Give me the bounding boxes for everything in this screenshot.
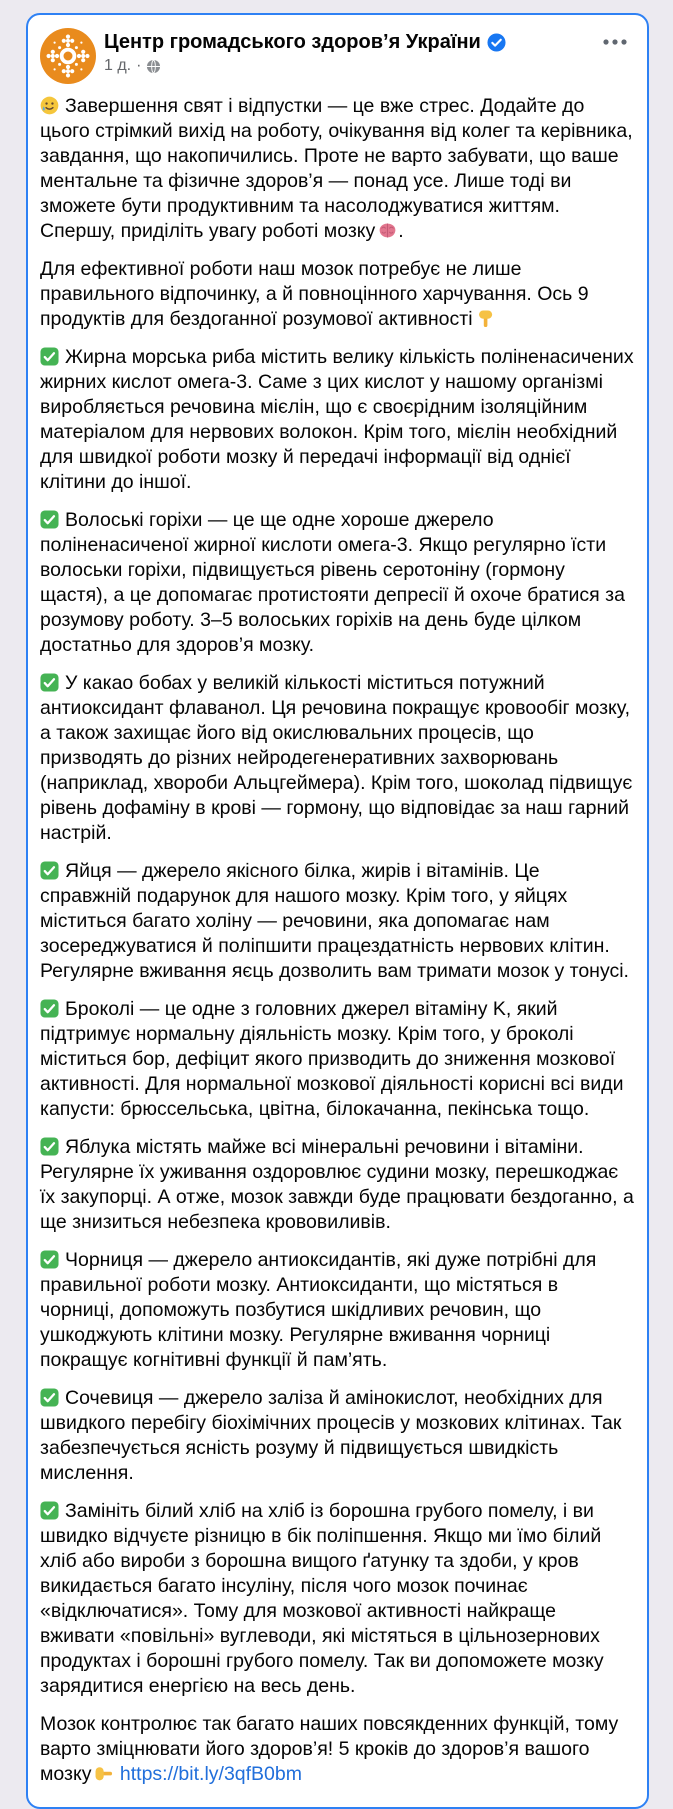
point-down-icon: [476, 309, 495, 328]
post-paragraph: [40, 257, 635, 332]
point-right-icon: [94, 1764, 113, 1783]
smiling-face-with-tear-icon: [40, 96, 59, 115]
post-paragraph: [40, 94, 635, 244]
paragraph-text: Жирна морська риба містить велику кількість поліненасичених жирних кислот омега-3. Саме з цих кислот у нашому організмі виробляється речовина мієлін, що є своєрідним ізоляційним матеріалом для нервових волокон. Крім того, мієлін необхідний для швидкої роботи мозку й передачі інформації від однієї клітини до іншої.: [40, 346, 634, 493]
post-paragraph: [40, 1248, 635, 1373]
meta-separator: ·: [136, 57, 142, 74]
check-icon: [40, 347, 59, 366]
post-header: [40, 28, 635, 84]
facebook-post-card: [26, 13, 649, 1809]
verified-badge-icon: [487, 33, 506, 52]
more-options-button[interactable]: [595, 28, 635, 56]
paragraph-text: Для ефективної роботи наш мозок потребує не лише правильного відпочинку, а й повноцінного харчування. Ось 9 продуктів для бездоганної розумової активності: [40, 258, 589, 330]
check-icon: [40, 1250, 59, 1269]
paragraph-text: У какао бобах у великій кількості міститься потужний антиоксидант флаванол. Ця речовина покращує кровообіг мозку, а також захищає його від окислювальних процесів, що призводять до різних нейродегенеративних захворювань (наприклад, хвороби Альцгеймера). Крім того, шоколад підвищує рівень дофаміну в крові — гормону, що відповідає за наш гарний настрій.: [40, 672, 633, 844]
paragraph-text: Яйця — джерело якісного білка, жирів і вітамінів. Це справжній подарунок для нашого мозку. Крім того, у яйцях міститься багато холіну — речовини, яка допомагає нам зосереджуватися й поліпшити працездатність нервових клітин. Регулярне вживання яєць дозволить вам тримати мозок у тонусі.: [40, 860, 629, 982]
post-body: [40, 94, 635, 1787]
paragraph-text: Броколі — це одне з головних джерел вітаміну K, який підтримує нормальну діяльність мозку. Крім того, у броколі міститься бор, дефіцит якого призводить до зниження мозкової активності. Для нормальної мозкової діяльності корисні всі види капусти: брюссельська, цвітна, білокачанна, пекінська тощо.: [40, 998, 624, 1120]
paragraph-text: Завершення свят і відпустки — це вже стрес. Додайте до цього стрімкий вихід на роботу, очікування від колег та керівника, завдання, що накопичились. Проте не варто забувати, що ваше ментальне та фізичне здоров’я — понад усе. Лише тоді ви зможете бути продуктивним та насолоджуватися життям. Спершу, приділіть увагу роботі мозку: [40, 95, 633, 242]
post-paragraph: [40, 1135, 635, 1235]
paragraph-text: Чорниця — джерело антиоксидантів, які дуже потрібні для правильної роботи мозку. Антиоксиданти, що містяться в чорниці, допоможуть позбутися шкідливих речовин, що ушкоджують клітини мозку. Регулярне вживання чорниці покращує когнітивні функції й пам’ять.: [40, 1249, 597, 1371]
post-link[interactable]: https://bit.ly/3qfB0bm: [119, 1763, 302, 1785]
globe-icon: [146, 59, 161, 74]
check-icon: [40, 510, 59, 529]
more-horizontal-icon: [601, 38, 629, 46]
paragraph-text: Замініть білий хліб на хліб із борошна грубого помелу, і ви швидко відчуєте різницю в бік поліпшення. Якщо ми їмо білий хліб або вироби з борошна вищого ґатунку та здоби, у кров викидається багато інсуліну, після чого мозок починає «відключатися». Тому для мозкової активності найкраще вживати «повільні» вуглеводи, які містяться в цільнозернових продуктах і борошні грубого помелу. Так ви допоможете мозку зарядитися енергією на весь день.: [40, 1500, 604, 1697]
header-text-block: [104, 28, 587, 75]
paragraph-text: Яблука містять майже всі мінеральні речовини і вітаміни. Регулярне їх уживання оздоровлює судини мозку, перешкоджає їх закупорці. А отже, мозок завжди буде працювати бездоганно, а ще знизиться небезпека крововиливів.: [40, 1136, 634, 1233]
paragraph-text: Волоські горіхи — це ще одне хороше джерело поліненасиченої жирної кислоти омега-3. Якщо регулярно їсти волоськи горіхи, підвищується рівень серотоніну (гормону щастя), а це допомагає протистояти депресії й охоче братися за розумову роботу. 3–5 волоських горіхів на день буде цілком достатньо для здоров’я мозку.: [40, 509, 625, 656]
page-name[interactable]: Центр громадського здоров’я України: [104, 31, 481, 53]
check-icon: [40, 1501, 59, 1520]
paragraph-text-after: .: [398, 220, 404, 242]
post-paragraph: [40, 1712, 635, 1787]
post-paragraph: [40, 1386, 635, 1486]
brain-icon: [378, 221, 397, 240]
check-icon: [40, 999, 59, 1018]
phc-ukraine-logo: [40, 71, 96, 88]
check-icon: [40, 1388, 59, 1407]
post-paragraph: [40, 671, 635, 846]
post-paragraph: [40, 345, 635, 495]
post-paragraph: [40, 859, 635, 984]
check-icon: [40, 1137, 59, 1156]
post-paragraph: [40, 1499, 635, 1699]
post-paragraph: [40, 997, 635, 1122]
paragraph-text: Сочевиця — джерело заліза й амінокислот, необхідних для швидкого перебігу біохімічних процесів у мозкових клітинах. Так забезпечується ясність розуму й підвищується швидкість мислення.: [40, 1387, 622, 1484]
post-paragraph: [40, 508, 635, 658]
avatar[interactable]: [40, 28, 96, 84]
paragraph-text: Мозок контролює так багато наших повсякденних функцій, тому варто зміцнювати його здоров’я! 5 кроків до здоров’я вашого мозку: [40, 1713, 619, 1785]
check-icon: [40, 673, 59, 692]
post-meta: [104, 57, 587, 75]
check-icon: [40, 861, 59, 880]
timestamp[interactable]: 1 д.: [104, 57, 132, 74]
